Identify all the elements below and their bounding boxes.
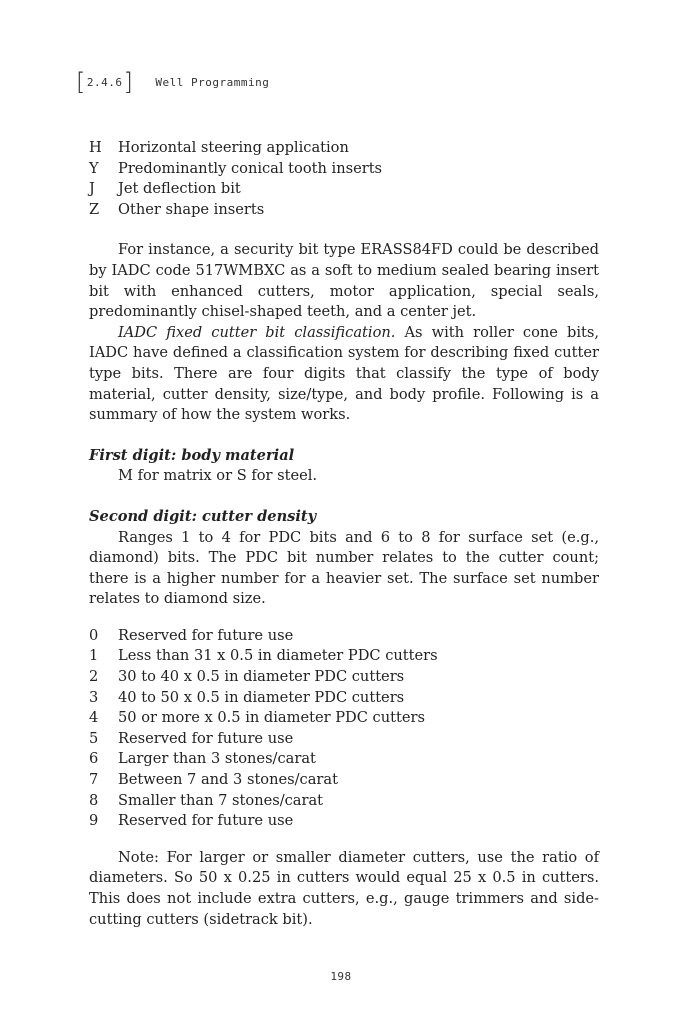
list-item <box>89 138 599 159</box>
first-digit-text: M for matrix or S for steel. <box>118 467 318 485</box>
list-item <box>89 770 599 791</box>
open-bracket: [ <box>76 68 86 96</box>
code-description: 50 or more x 0.5 in diameter PDC cutters <box>118 709 425 727</box>
list-item <box>89 667 599 688</box>
code-description: Larger than 3 stones/carat <box>118 750 316 768</box>
example-paragraph: For instance, a security bit type ERASS84FD could be described by IADC code 517WMBXC as a soft to medium sealed bearing insert bit with enhanced cutters, motor application, special seals, predominantly chisel-shaped teeth, and a center jet. <box>89 241 599 321</box>
code-letter: Y <box>89 159 99 177</box>
close-bracket: ] <box>123 68 134 96</box>
section-number: 2.4.6 <box>86 75 123 89</box>
page-number: 198 <box>330 970 352 983</box>
fixed-cutter-paragraph <box>89 323 599 426</box>
list-item <box>89 179 599 200</box>
list-item <box>89 626 599 647</box>
code-letter: H <box>89 139 102 156</box>
second-digit-heading: Second digit: cutter density <box>89 507 317 525</box>
code-description: Reserved for future use <box>118 626 294 644</box>
list-item <box>89 791 599 812</box>
code-description: Reserved for future use <box>118 729 294 747</box>
code-digit: 2 <box>89 668 99 686</box>
running-head <box>76 68 269 96</box>
code-digit: 5 <box>89 729 99 747</box>
code-description: 40 to 50 x 0.5 in diameter PDC cutters <box>118 688 405 706</box>
code-digit: 9 <box>89 812 99 830</box>
list-item <box>89 646 599 667</box>
code-description: 30 to 40 x 0.5 in diameter PDC cutters <box>118 668 405 686</box>
fixed-cutter-lead: IADC fixed cutter bit classification. <box>118 323 396 341</box>
code-description: Jet deflection bit <box>118 180 241 198</box>
running-title: Well Programming <box>155 75 270 89</box>
density-code-list <box>89 626 599 832</box>
code-digit: 0 <box>89 626 99 644</box>
list-item <box>89 729 599 750</box>
code-digit: 7 <box>89 771 99 789</box>
code-description: Smaller than 7 stones/carat <box>118 791 324 809</box>
code-digit: 6 <box>89 750 99 768</box>
code-digit: 1 <box>89 647 99 665</box>
list-item <box>89 200 599 221</box>
list-item <box>89 811 599 832</box>
code-digit: 4 <box>89 709 99 727</box>
code-description: Less than 31 x 0.5 in diameter PDC cutters <box>118 647 438 665</box>
code-letter: J <box>89 180 95 198</box>
code-letter: Z <box>89 200 100 218</box>
fixed-cutter-text: As with roller cone bits, IADC have defined a classification system for describing fixed cutter type bits. There are four digits that classify the type of body material, cutter density, size/type, and body profile. Following is a summary of how the system works. <box>89 323 599 424</box>
code-description: Predominantly conical tooth inserts <box>118 159 383 177</box>
page-body <box>89 138 599 930</box>
code-description: Between 7 and 3 stones/carat <box>118 771 338 789</box>
code-description: Horizontal steering application <box>118 139 349 156</box>
code-digit: 3 <box>89 688 99 706</box>
list-item <box>89 749 599 770</box>
list-item <box>89 708 599 729</box>
feature-code-list <box>89 138 599 220</box>
first-digit-heading: First digit: body material <box>89 446 295 464</box>
list-item <box>89 159 599 180</box>
code-description: Reserved for future use <box>118 812 294 830</box>
second-digit-text: Ranges 1 to 4 for PDC bits and 6 to 8 for surface set (e.g., diamond) bits. The PDC bit number relates to the cutter count; there is a higher number for a heavier set. The surface set number relates to diamond size. <box>89 528 599 608</box>
list-item <box>89 688 599 709</box>
code-digit: 8 <box>89 791 99 809</box>
note-paragraph: Note: For larger or smaller diameter cutters, use the ratio of diameters. So 50 x 0.25 in cutters would equal 25 x 0.5 in cutters. This does not include extra cutters, e.g., gauge trimmers and side-cutting cutters (sidetrack bit). <box>89 848 599 928</box>
code-description: Other shape inserts <box>118 200 265 218</box>
